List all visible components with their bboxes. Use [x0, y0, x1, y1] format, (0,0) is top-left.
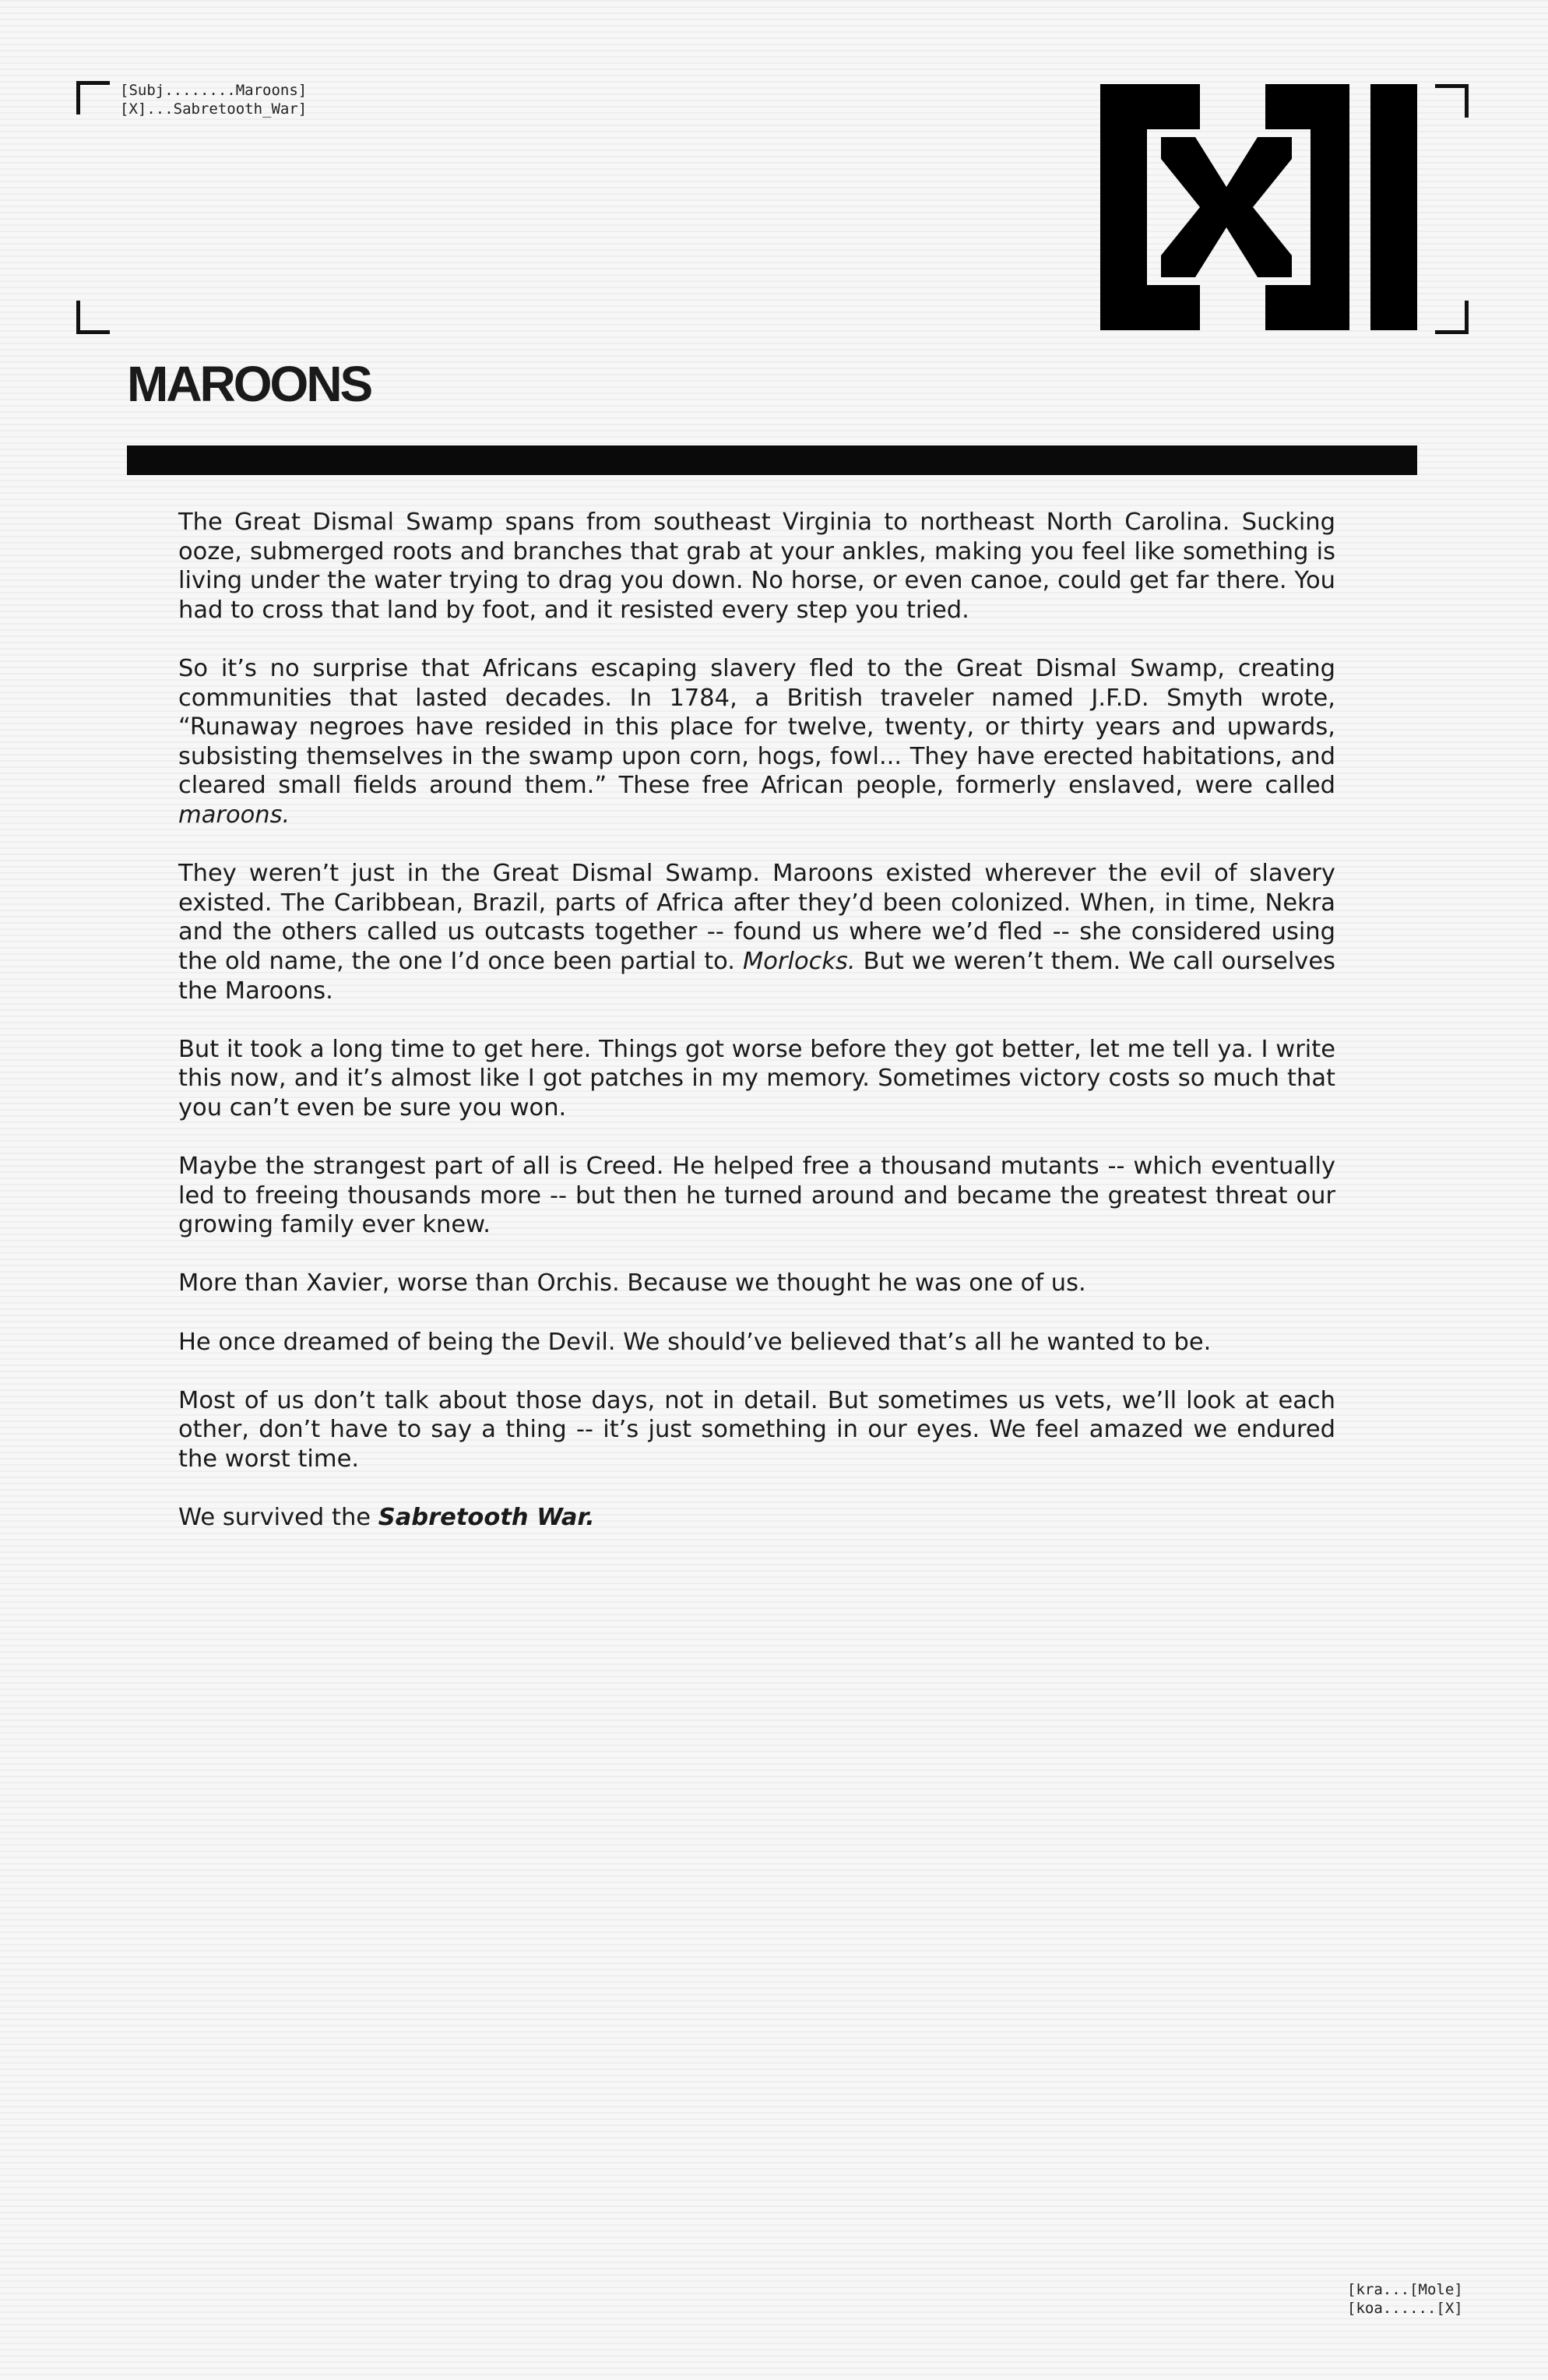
paragraph-3: They weren’t just in the Great Dismal Swamp. Maroons existed wherever the evil of slavery existed. The Caribbean, Brazil, parts of Africa after they’d been colonized. When, in time, Nekra and the others called us outcasts together -- found us where we’d fled -- she considered using the old name, the one I’d once been partial to. Morlocks. But we weren’t them. We call ourselves the Maroons. [178, 860, 1335, 1005]
corner-bracket-top-left [76, 81, 110, 114]
corner-bracket-bottom-right [1435, 301, 1469, 334]
footer-line-1: [kra...[Mole] [1347, 2281, 1463, 2298]
subject-tag [120, 81, 307, 118]
footer-line-2: [koa......[X] [1347, 2300, 1463, 2317]
sabretooth-war-emphasis: Sabretooth War. [378, 1504, 595, 1532]
paragraph-4: But it took a long time to get here. Things got worse before they got better, let me tell ya. I write this now, and it’s almost like I got patches in my memory. Sometimes victory costs so much that you can’t even be sure you won. [178, 1035, 1335, 1121]
italic-morlocks: Morlocks. [742, 947, 856, 975]
paragraph-5: Maybe the strangest part of all is Creed. He helped free a thousand mutants -- which eventually led to freeing thousands more -- but then he turned around and became the greatest threat our growing family ever knew. [178, 1153, 1335, 1239]
paragraph-9: We survived the Sabretooth War. [178, 1504, 595, 1532]
paragraph-6: More than Xavier, worse than Orchis. Because we thought he was one of us. [178, 1269, 1086, 1297]
article-body [178, 508, 1335, 1561]
paragraph-2: So it’s no surprise that Africans escaping slavery fled to the Great Dismal Swamp, creating communities that lasted decades. In 1784, a British traveler named J.F.D. Smyth wrote, “Runaway negroes have resided in this place for twelve, twenty, or thirty years and upwards, subsisting themselves in the swamp upon corn, hogs, fowl... They have erected habitations, and cleared small fields around them.” These free African people, formerly enslaved, were called maroons. [178, 654, 1335, 829]
corner-bracket-top-right [1435, 84, 1469, 118]
corner-bracket-bottom-left [76, 301, 110, 334]
paragraph-7: He once dreamed of being the Devil. We should’ve believed that’s all he wanted to be. [178, 1328, 1212, 1356]
paragraph-8: Most of us don’t talk about those days, not in detail. But sometimes us vets, we’ll look at each other, don’t have to say a thing -- it’s just something in our eyes. We feel amazed we endured the worst time. [178, 1386, 1335, 1473]
x-logo [1100, 84, 1417, 330]
title-divider [127, 445, 1417, 475]
paragraph-1: The Great Dismal Swamp spans from southeast Virginia to northeast North Carolina. Sucking ooze, submerged roots and branches that grab at your ankles, making you feel like something is living under the water trying to drag you down. No horse, or even canoe, could get far there. You had to cross that land by foot, and it resisted every step you tried. [178, 509, 1335, 624]
italic-maroons: maroons. [178, 801, 290, 829]
page-title: MAROONS [127, 356, 371, 412]
footer-tag [1347, 2280, 1463, 2318]
file-line: [X]...Sabretooth_War] [120, 100, 308, 118]
subject-line: [Subj........Maroons] [120, 82, 308, 99]
